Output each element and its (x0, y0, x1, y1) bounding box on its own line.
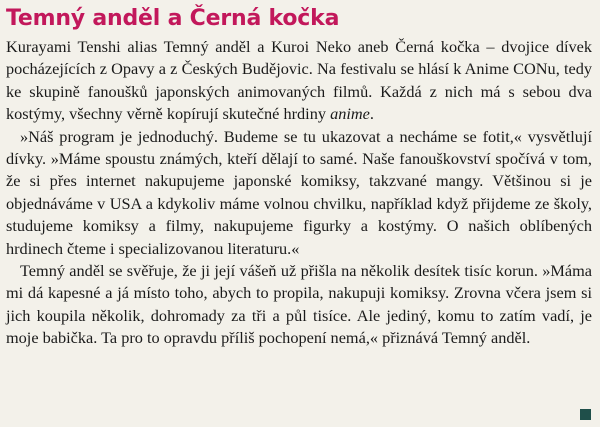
article-title: Temný anděl a Černá kočka (6, 6, 340, 31)
paragraph-1-end: . (369, 104, 374, 124)
article-paragraph-3: Temný anděl se svěřuje, že ji její vášeň už přišla na několik desítek tisíc korun. »Máma mi dá kapesné a já místo toho, abych to propila, nakupuji komiksy. Zrovna včera jsem si jich koupila několik, dohromady za tři a půl tisíce. Ale jediný, komu to zatím vadí, je moje babička. Ta pro to opravdu příliš pochopení nemá,« přiznává Temný anděl. (6, 261, 592, 348)
end-of-article-square-icon (580, 409, 591, 420)
article-paragraph-2: »Náš program je jednoduchý. Budeme se tu ukazovat a necháme se fotit,« vysvětlují dívky. »Máme spoustu známých, kteří dělají to samé. Naše fanouškovství spočívá v tom, že si přes internet nakupujeme japonské komiksy, takzvané mangy. Většinou si je objednáváme v USA a kdykoliv máme volnou chvilku, například když přijdeme ze školy, studujeme komiksy a filmy, nakupujeme figurky a kostýmy. O našich oblíbených hrdinech čteme i specializovanou literaturu.« (6, 126, 592, 258)
paragraph-1-text: Kurayami Tenshi alias Temný anděl a Kuroi Neko aneb Černá kočka – dvojice dívek pocházejících z Opavy a z Českých Budějovic. Na festivalu se hlásí k Anime CONu, tedy ke skupině fanoušků japonských animovaných filmů. Každá z nich má s sebou dva kostýmy, všechny věrně kopírují skutečné hrdiny (6, 37, 592, 124)
article-paragraph-1 (6, 36, 592, 126)
paragraph-1-italic-word: anime (330, 104, 370, 124)
